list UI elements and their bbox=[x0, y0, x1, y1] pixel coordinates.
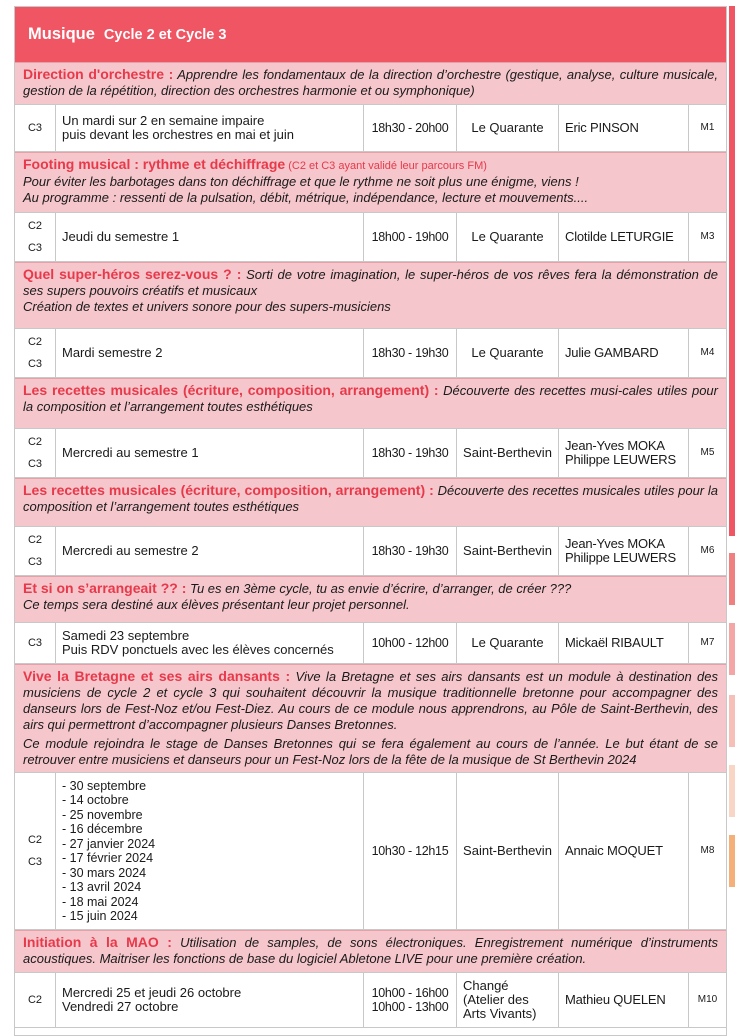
module-title: Les recettes musicales (écriture, composition, arrangement) : bbox=[23, 382, 439, 398]
module-title: Et si on s’arrangeait ?? : bbox=[23, 580, 187, 596]
place-cell bbox=[457, 213, 559, 261]
code-cell bbox=[689, 329, 726, 377]
session-date: - 16 décembre bbox=[62, 822, 143, 836]
schedule-line: Mercredi au semestre 2 bbox=[62, 543, 199, 558]
code-cell bbox=[689, 527, 726, 575]
cycle-label: C3 bbox=[27, 242, 43, 254]
cycle-cell bbox=[15, 973, 56, 1027]
module-row bbox=[15, 622, 726, 664]
time-cell bbox=[364, 105, 457, 151]
teacher-name: Philippe LEUWERS bbox=[565, 452, 676, 467]
teacher-name: Clotilde LETURGIE bbox=[565, 229, 674, 244]
module-row bbox=[15, 104, 726, 152]
teacher-cell bbox=[559, 429, 689, 477]
module-title: Les recettes musicales (écriture, composition, arrangement) : bbox=[23, 482, 434, 498]
module-code: M10 bbox=[697, 994, 718, 1005]
time-cell bbox=[364, 773, 457, 929]
teacher-name: Eric PINSON bbox=[565, 120, 639, 135]
schedule-line: Mardi semestre 2 bbox=[62, 345, 163, 360]
schedule-line: Mercredi 25 et jeudi 26 octobre bbox=[62, 985, 242, 1000]
module-title: Vive la Bretagne et ses airs dansants : bbox=[23, 668, 291, 684]
module-row bbox=[15, 428, 726, 478]
schedule-cell bbox=[56, 429, 364, 477]
place-label: Arts Vivants) bbox=[463, 1006, 537, 1021]
edge-tab bbox=[729, 553, 735, 605]
schedule-cell bbox=[56, 623, 364, 663]
module-desc-text: Création de textes et univers sonore pour des supers-musiciens bbox=[23, 299, 391, 314]
module-code: M3 bbox=[700, 231, 715, 242]
time-cell bbox=[364, 213, 457, 261]
edge-tab bbox=[729, 835, 735, 887]
module-desc-text: Au programme : ressenti de la pulsation, débit, métrique, indépendance, lecture et mouvements.... bbox=[23, 190, 589, 205]
time-cell bbox=[364, 623, 457, 663]
time-label: 18h30 - 19h30 bbox=[371, 346, 449, 360]
cycle-label: C3 bbox=[27, 458, 43, 470]
place-label: Saint-Berthevin bbox=[463, 543, 552, 558]
teacher-name: Annaic MOQUET bbox=[565, 843, 663, 858]
module-code: M4 bbox=[700, 347, 715, 358]
place-label: Changé bbox=[463, 978, 509, 993]
teacher-cell bbox=[559, 623, 689, 663]
time-label: 10h00 - 12h00 bbox=[371, 636, 449, 650]
session-date: - 27 janvier 2024 bbox=[62, 836, 156, 851]
cycle-label: C2 bbox=[27, 834, 43, 846]
schedule-line: Puis RDV ponctuels avec les élèves concernés bbox=[62, 642, 334, 657]
code-cell bbox=[689, 429, 726, 477]
time-label: 18h00 - 19h00 bbox=[371, 230, 449, 244]
place-label: Le Quarante bbox=[471, 345, 544, 360]
section-title: Musique bbox=[28, 25, 95, 43]
module-desc-text: Pour éviter les barbotages dans ton déchiffrage et que le rythme ne soit plus une énigme, viens ! bbox=[23, 174, 579, 189]
place-label: Le Quarante bbox=[471, 229, 544, 244]
session-date: - 15 juin 2024 bbox=[62, 909, 138, 923]
schedule-line: Mercredi au semestre 1 bbox=[62, 445, 199, 460]
cycle-cell bbox=[15, 773, 56, 929]
schedule-cell bbox=[56, 329, 364, 377]
schedule-cell bbox=[56, 973, 364, 1027]
section-header bbox=[15, 7, 726, 62]
cycle-label: C2 bbox=[27, 534, 43, 546]
module-code: M7 bbox=[700, 637, 715, 648]
schedule-line: Jeudi du semestre 1 bbox=[62, 229, 180, 244]
schedule-line: puis devant les orchestres en mai et juin bbox=[62, 127, 294, 142]
place-cell bbox=[457, 329, 559, 377]
teacher-cell bbox=[559, 527, 689, 575]
module-desc-text: Ce module rejoindra le stage de Danses Bretonnes qui se fera également au cours de l’année. Le but étant de se retrouver entre musiciens et danseurs pour un Fest-Noz lors de la fête de la musique de St Berthevin 2024 bbox=[23, 736, 718, 767]
place-cell bbox=[457, 973, 559, 1027]
code-cell bbox=[689, 213, 726, 261]
schedule-cell bbox=[56, 213, 364, 261]
place-cell bbox=[457, 623, 559, 663]
time-cell bbox=[364, 429, 457, 477]
module-desc-text: Utilisation de samples, de sons électroniques. Enregistrement numérique d’instruments acoustiques. Maitriser les fonctions de base du logiciel Abletone LIVE pour une première création. bbox=[23, 935, 718, 966]
module-code: M5 bbox=[700, 447, 715, 458]
cycle-label: C3 bbox=[27, 122, 43, 134]
module-row bbox=[15, 328, 726, 378]
cycle-cell bbox=[15, 105, 56, 151]
time-label: 10h00 - 16h00 bbox=[371, 986, 449, 1000]
module-desc-text: Vive la Bretagne et ses airs dansants est un module à destination des musiciens de cycle 2 et cycle 3 qui souhaitent découvrir la musique traditionnelle bretonne pour accompagner des danseurs lors de Fest-Noz et/ou Fest-Diez. Au cours de ce module nous apprendrons, au Pôle de Saint-Berthevin, des airs qui permettront d’accompagner plusieurs Danses Bretonnes. bbox=[23, 669, 718, 732]
module-desc-text: Sorti de votre imagination, le super-héros de vos rêves fera la démonstration de ses supers pouvoirs créatifs et musicaux bbox=[23, 267, 718, 298]
module-description bbox=[15, 576, 726, 622]
schedule-line: Samedi 23 septembre bbox=[62, 628, 190, 643]
module-description bbox=[15, 664, 726, 772]
code-cell bbox=[689, 973, 726, 1027]
cycle-label: C3 bbox=[27, 556, 43, 568]
teacher-name: Jean-Yves MOKA bbox=[565, 536, 665, 551]
teacher-cell bbox=[559, 329, 689, 377]
module-desc-text: Ce temps sera destiné aux élèves présentant leur projet personnel. bbox=[23, 597, 410, 612]
module-title: Direction d'orchestre : bbox=[23, 66, 174, 82]
place-cell bbox=[457, 527, 559, 575]
session-date: - 18 mai 2024 bbox=[62, 894, 139, 909]
place-cell bbox=[457, 105, 559, 151]
time-label: 10h30 - 12h15 bbox=[371, 844, 449, 858]
schedule-cell bbox=[56, 527, 364, 575]
edge-tab bbox=[729, 695, 735, 747]
module-desc-text: Apprendre les fondamentaux de la direction d’orchestre (gestique, analyse, culture musicale, gestion de la répétition, direction des orchestres harmonie et ou symphonique) bbox=[23, 67, 718, 98]
place-label: (Atelier des bbox=[463, 992, 529, 1007]
time-label: 10h00 - 13h00 bbox=[371, 1000, 449, 1014]
session-date: - 17 février 2024 bbox=[62, 851, 154, 865]
time-cell bbox=[364, 527, 457, 575]
module-code: M6 bbox=[700, 545, 715, 556]
code-cell bbox=[689, 623, 726, 663]
module-note: (C2 et C3 ayant validé leur parcours FM) bbox=[285, 160, 487, 172]
cycle-label: C3 bbox=[27, 358, 43, 370]
cycle-label: C2 bbox=[27, 436, 43, 448]
module-code: M1 bbox=[700, 122, 715, 133]
cycle-cell bbox=[15, 329, 56, 377]
place-cell bbox=[457, 773, 559, 929]
module-desc-text: Découverte des recettes musi-cales utiles pour la composition et l’arrangement toutes esthétiques bbox=[23, 383, 718, 414]
place-cell bbox=[457, 429, 559, 477]
edge-tab bbox=[729, 484, 735, 536]
section-subtitle: Cycle 2 et Cycle 3 bbox=[103, 26, 227, 43]
place-label: Le Quarante bbox=[471, 120, 544, 135]
module-desc-text: Tu es en 3ème cycle, tu as envie d’écrire, d’arranger, de créer ??? bbox=[186, 581, 572, 596]
session-date: - 25 novembre bbox=[62, 807, 143, 822]
teacher-name: Philippe LEUWERS bbox=[565, 550, 676, 565]
module-title: Initiation à la MAO : bbox=[23, 934, 172, 950]
schedule-cell bbox=[56, 773, 364, 929]
teacher-cell bbox=[559, 973, 689, 1027]
cycle-label: C2 bbox=[27, 336, 43, 348]
cycle-label: C2 bbox=[27, 994, 43, 1006]
cycle-label: C3 bbox=[27, 856, 43, 868]
code-cell bbox=[689, 773, 726, 929]
edge-tab bbox=[729, 6, 735, 486]
teacher-name: Julie GAMBARD bbox=[565, 345, 659, 360]
session-date: - 30 septembre bbox=[62, 778, 147, 793]
cycle-cell bbox=[15, 527, 56, 575]
time-cell bbox=[364, 329, 457, 377]
module-row bbox=[15, 212, 726, 262]
module-description bbox=[15, 478, 726, 526]
session-date: - 30 mars 2024 bbox=[62, 865, 147, 880]
time-label: 18h30 - 19h30 bbox=[371, 446, 449, 460]
module-row bbox=[15, 972, 726, 1028]
teacher-cell bbox=[559, 105, 689, 151]
teacher-name: Mathieu QUELEN bbox=[565, 992, 666, 1007]
time-label: 18h30 - 20h00 bbox=[371, 121, 449, 135]
module-code: M8 bbox=[700, 845, 715, 856]
teacher-name: Jean-Yves MOKA bbox=[565, 438, 665, 453]
cycle-label: C2 bbox=[27, 220, 43, 232]
session-date: - 14 octobre bbox=[62, 793, 129, 807]
place-label: Saint-Berthevin bbox=[463, 445, 552, 460]
teacher-cell bbox=[559, 773, 689, 929]
edge-tab bbox=[729, 623, 735, 675]
schedule-cell bbox=[56, 105, 364, 151]
cycle-label: C3 bbox=[27, 637, 43, 649]
cycle-cell bbox=[15, 429, 56, 477]
time-label: 18h30 - 19h30 bbox=[371, 544, 449, 558]
module-description bbox=[15, 152, 726, 212]
place-label: Le Quarante bbox=[471, 635, 544, 650]
module-desc-text: Découverte des recettes musicales utiles pour la composition et l’arrangement toutes esthétiques bbox=[23, 483, 718, 514]
module-title: Footing musical : rythme et déchiffrage bbox=[23, 156, 286, 172]
module-description bbox=[15, 378, 726, 428]
module-description bbox=[15, 930, 726, 972]
time-cell bbox=[364, 973, 457, 1027]
code-cell bbox=[689, 105, 726, 151]
place-label: Saint-Berthevin bbox=[463, 843, 552, 858]
session-date: - 13 avril 2024 bbox=[62, 880, 142, 894]
teacher-name: Mickaël RIBAULT bbox=[565, 635, 664, 650]
module-row bbox=[15, 526, 726, 576]
teacher-cell bbox=[559, 213, 689, 261]
edge-tab bbox=[729, 765, 735, 817]
cycle-cell bbox=[15, 213, 56, 261]
schedule-line: Vendredi 27 octobre bbox=[62, 999, 179, 1014]
schedule-line: Un mardi sur 2 en semaine impaire bbox=[62, 113, 265, 128]
cycle-cell bbox=[15, 623, 56, 663]
module-title: Quel super-héros serez-vous ? : bbox=[23, 266, 242, 282]
module-description bbox=[15, 262, 726, 328]
module-row bbox=[15, 772, 726, 930]
module-description bbox=[15, 62, 726, 104]
